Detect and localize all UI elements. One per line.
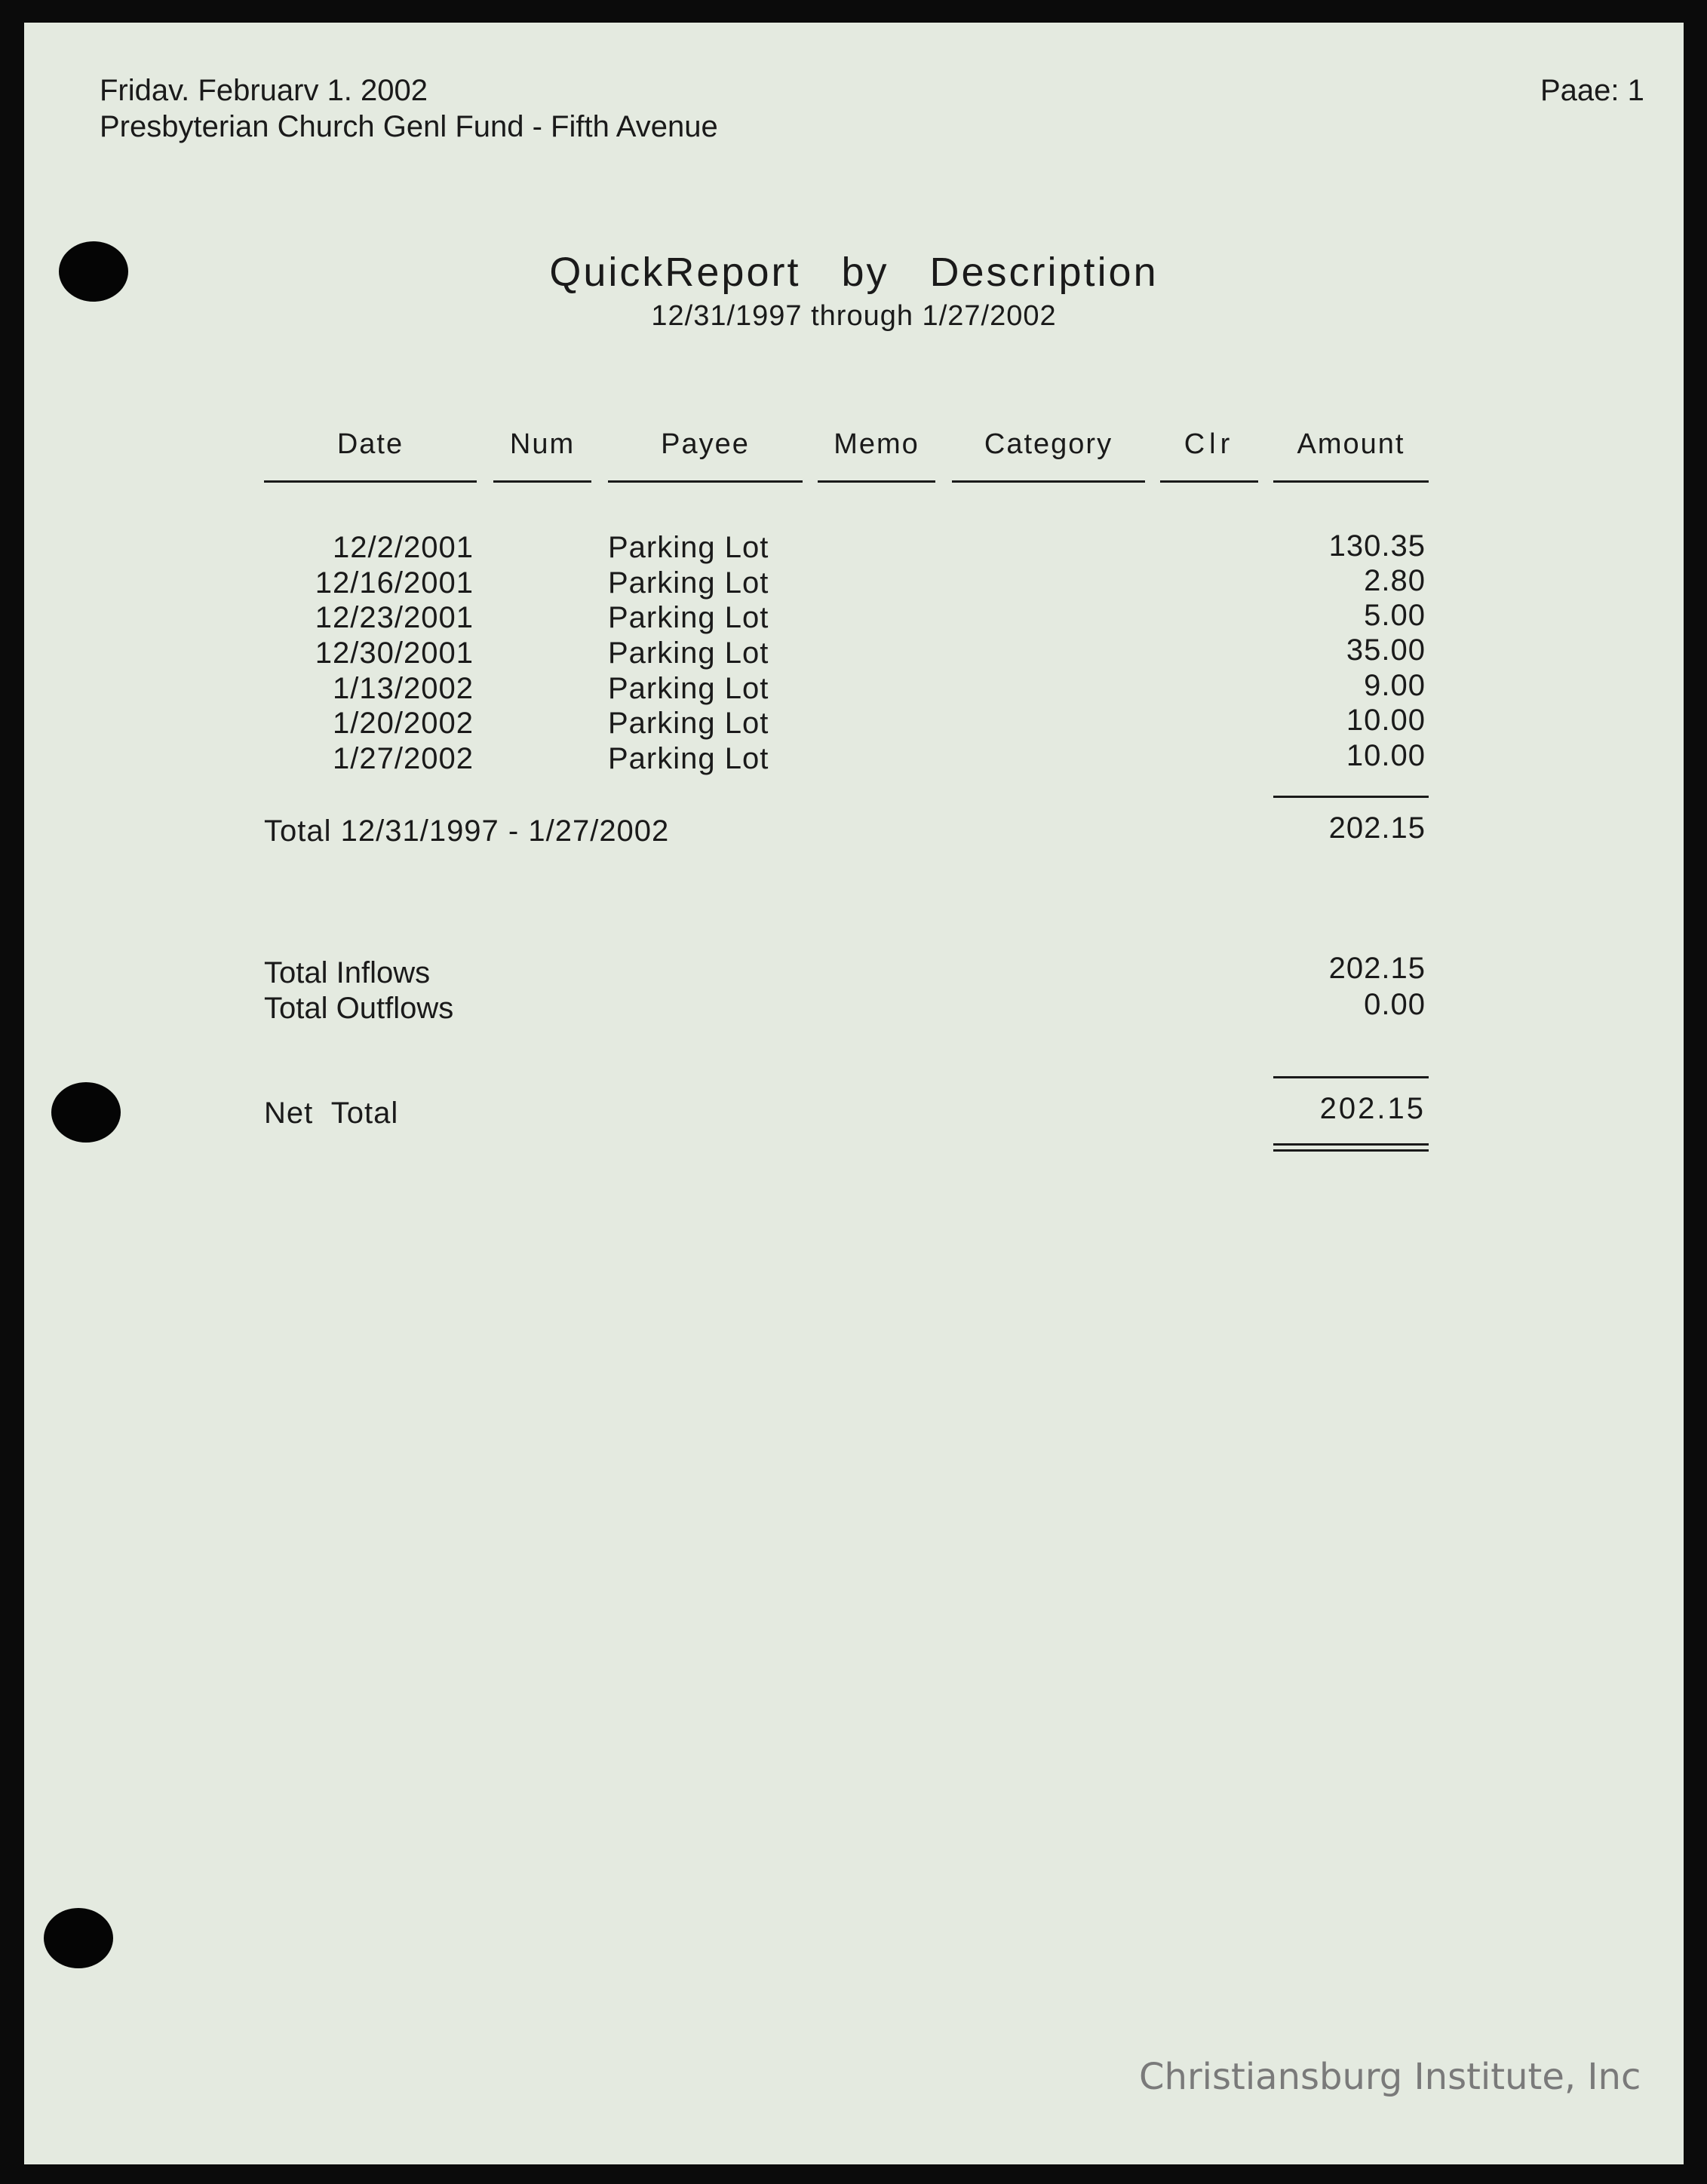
total-outflows-label: Total Outflows <box>264 992 454 1025</box>
row-payee: Parking Lot <box>608 636 769 670</box>
column-rule-category <box>952 480 1145 483</box>
double-rule-bottom <box>1273 1149 1429 1152</box>
row-amount: 5.00 <box>1364 599 1426 632</box>
page-number: Paae: 1 <box>1540 74 1644 107</box>
row-date: 12/23/2001 <box>315 601 474 634</box>
row-date: 1/27/2002 <box>333 742 474 775</box>
binder-hole-middle <box>51 1082 121 1143</box>
column-header-payee: Payee <box>661 428 750 460</box>
column-rule-num <box>493 480 591 483</box>
row-amount: 9.00 <box>1364 669 1426 702</box>
row-date: 1/20/2002 <box>333 707 474 740</box>
report-date-range: 12/31/1997 through 1/27/2002 <box>651 300 1057 332</box>
column-header-date: Date <box>336 428 404 460</box>
row-amount: 10.00 <box>1346 739 1426 772</box>
net-total-rule <box>1273 1076 1429 1078</box>
total-inflows-amount: 202.15 <box>1328 952 1426 985</box>
report-page <box>24 23 1684 2164</box>
row-payee: Parking Lot <box>608 531 769 564</box>
row-amount: 10.00 <box>1346 704 1426 737</box>
header-organization: Presbyterian Church Genl Fund - Fifth Avenue <box>100 110 718 143</box>
archive-watermark: Christiansburg Institute, Inc <box>1139 2056 1641 2098</box>
subtotal-rule <box>1273 796 1429 798</box>
column-header-amount: Amount <box>1297 428 1405 460</box>
column-rule-date <box>264 480 477 483</box>
row-amount: 35.00 <box>1346 633 1426 667</box>
header-date: Fridav. Februarv 1. 2002 <box>100 74 428 107</box>
row-payee: Parking Lot <box>608 742 769 775</box>
row-date: 12/16/2001 <box>315 566 474 600</box>
column-rule-payee <box>608 480 803 483</box>
row-amount: 130.35 <box>1328 529 1426 563</box>
row-payee: Parking Lot <box>608 672 769 705</box>
column-rule-memo <box>818 480 935 483</box>
column-header-memo: Memo <box>834 428 920 460</box>
report-title: QuickReport by Description <box>549 250 1159 295</box>
column-rule-clr <box>1160 480 1258 483</box>
period-total-amount: 202.15 <box>1328 811 1426 845</box>
column-header-category: Category <box>984 428 1113 460</box>
row-amount: 2.80 <box>1364 564 1426 597</box>
total-inflows-label: Total Inflows <box>264 956 431 989</box>
net-total-amount: 202.15 <box>1319 1092 1426 1125</box>
row-payee: Parking Lot <box>608 601 769 634</box>
row-date: 12/2/2001 <box>333 531 474 564</box>
binder-hole-bottom <box>44 1908 113 1968</box>
net-total-label: Net Total <box>264 1097 399 1130</box>
column-header-clr: Clr <box>1184 428 1235 460</box>
total-outflows-amount: 0.00 <box>1364 988 1426 1021</box>
double-rule-top <box>1273 1143 1429 1146</box>
row-payee: Parking Lot <box>608 566 769 600</box>
row-payee: Parking Lot <box>608 707 769 740</box>
row-date: 1/13/2002 <box>333 672 474 705</box>
period-total-label: Total 12/31/1997 - 1/27/2002 <box>264 814 670 848</box>
column-rule-amount <box>1273 480 1429 483</box>
column-header-num: Num <box>509 428 576 460</box>
row-date: 12/30/2001 <box>315 636 474 670</box>
